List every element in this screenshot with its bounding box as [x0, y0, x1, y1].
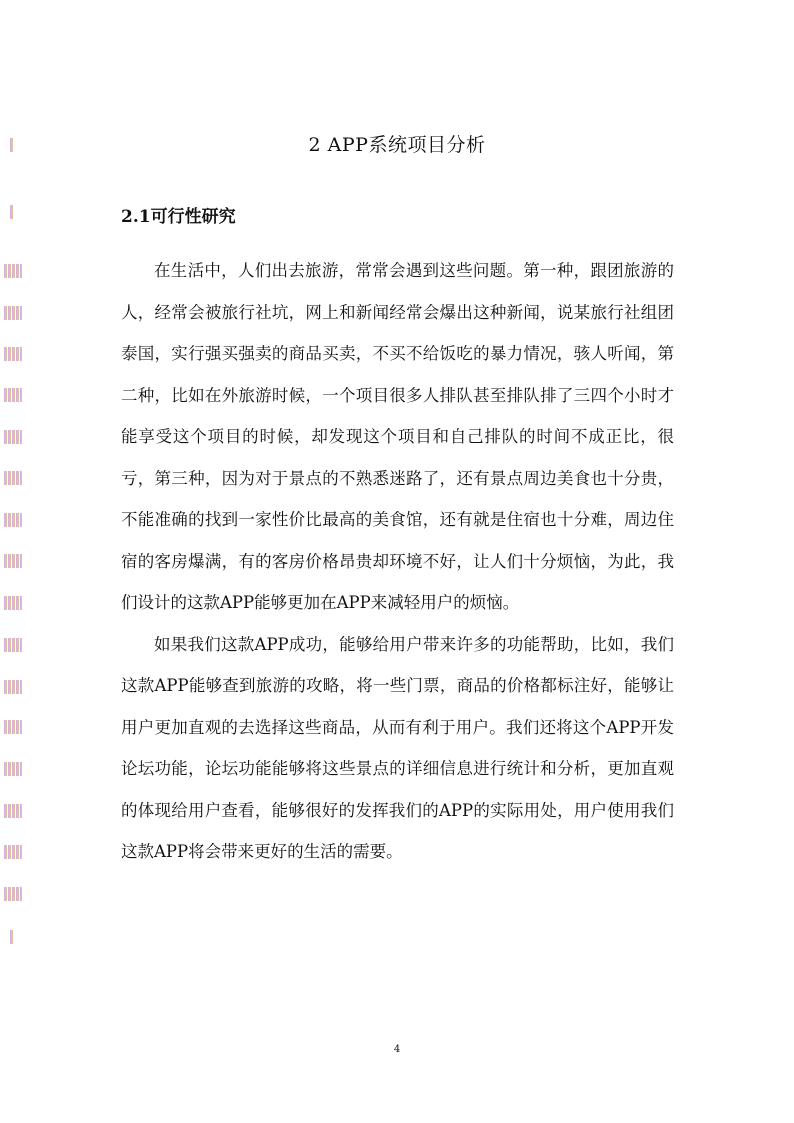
scan-mark [4, 430, 22, 444]
scan-mark [4, 513, 22, 527]
scan-mark [4, 845, 22, 859]
paragraph: 如果我们这款APP成功，能够给用户带来许多的功能帮助，比如，我们这款APP能够查到旅游的攻略，将一些门票，商品的价格都标注好，能够让用户更加直观的去选择这些商品，从而有利于用户。我们还将这个APP开发论坛功能，论坛功能能够将这些景点的详细信息进行统计和分析，更加直观的体现给用户查看，能够很好的发挥我们的APP的实际用处，用户使用我们这款APP将会带来更好的生活的需要。 [121, 634, 674, 861]
scan-mark [4, 762, 22, 776]
scan-mark [4, 680, 22, 694]
scan-mark [4, 554, 22, 568]
scan-mark [4, 638, 22, 652]
scan-mark [4, 804, 22, 818]
scan-mark [4, 264, 22, 278]
paragraph: 在生活中，人们出去旅游，常常会遇到这些问题。第一种，跟团旅游的人，经常会被旅行社坑，网上和新闻经常会爆出这种新闻，说某旅行社组团泰国，实行强买强卖的商品买卖，不买不给饭吃的暴力情况，骇人听闻，第二种，比如在外旅游时候，一个项目很多人排队甚至排队排了三四个小时才能享受这个项目的时候，却发现这个项目和自己排队的时间不成正比，很亏，第三种，因为对于景点的不熟悉迷路了，还有景点周边美食也十分贵，不能准确的找到一家性价比最高的美食馆，还有就是住宿也十分难，周边住宿的客房爆满，有的客房价格昂贵却环境不好，让人们十分烦恼，为此，我们设计的这款APP能够更加在APP来减轻用户的烦恼。 [121, 261, 674, 612]
scan-mark [4, 887, 22, 901]
scan-mark [4, 596, 22, 610]
scan-mark [10, 930, 14, 944]
scan-mark [4, 471, 22, 485]
scan-mark [4, 347, 22, 361]
chapter-title: 2 APP系统项目分析 [308, 134, 486, 156]
scan-mark [10, 205, 14, 219]
scan-mark [4, 720, 22, 734]
section-heading: 2.1可行性研究 [121, 207, 236, 227]
scan-mark [4, 388, 22, 402]
scan-artifacts [4, 0, 28, 1123]
body-text [121, 250, 674, 873]
scan-mark [4, 306, 22, 320]
page-number: 4 [393, 1044, 401, 1055]
